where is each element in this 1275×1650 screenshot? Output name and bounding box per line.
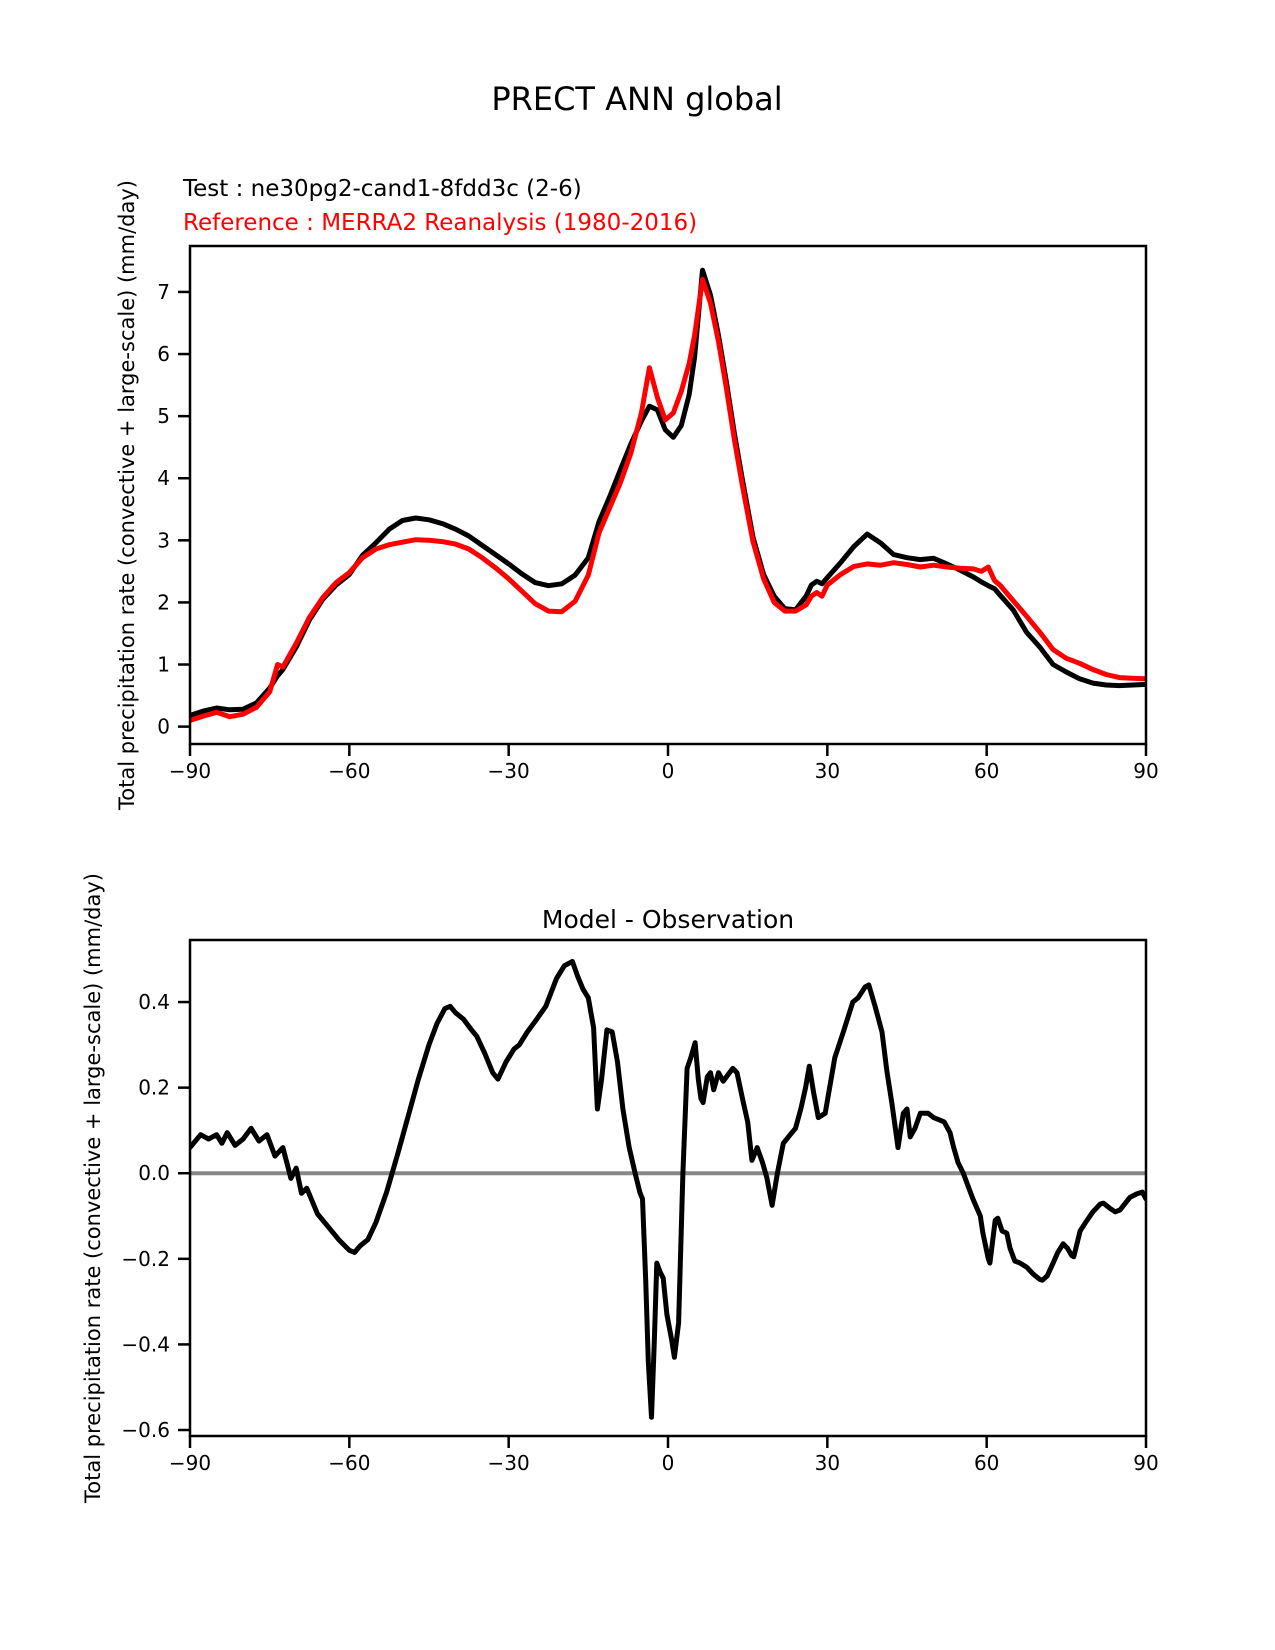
y-tick-label: −0.2: [121, 1246, 170, 1271]
curve-test: [190, 270, 1146, 715]
x-tick-label: 30: [814, 1451, 841, 1475]
top-plot-series-layer: [190, 270, 1146, 720]
bottom-plot-title: Model - Observation: [541, 905, 795, 934]
axes-layers: [121, 246, 1158, 1475]
x-tick-label: 90: [1133, 759, 1159, 783]
x-tick-label: −90: [168, 759, 212, 783]
y-tick-label: 0.2: [138, 1075, 170, 1100]
curve-difference: [190, 961, 1146, 1417]
y-tick-label: 0.4: [138, 990, 170, 1015]
y-tick-label: 3: [157, 528, 170, 553]
x-tick-label: −90: [168, 1451, 212, 1475]
bottom-plot-ylabel: Total precipitation rate (convective + large-scale) (mm/day): [81, 873, 105, 1503]
x-tick-label: 0: [661, 759, 675, 783]
y-tick-label: −0.4: [121, 1332, 170, 1357]
bottom-plot-y-ticks: [121, 990, 190, 1442]
top-plot-frame: [190, 246, 1146, 744]
figure-title: PRECT ANN global: [491, 80, 783, 118]
y-tick-label: 1: [157, 652, 170, 677]
x-tick-label: 60: [973, 759, 1000, 783]
y-tick-label: 4: [157, 466, 170, 491]
top-plot-x-ticks: [169, 744, 1159, 783]
y-tick-label: 2: [157, 590, 170, 615]
top-plot-y-ticks: [157, 280, 190, 739]
y-tick-label: −0.6: [121, 1418, 170, 1443]
x-tick-label: −30: [487, 1451, 530, 1475]
y-tick-label: 0.0: [138, 1161, 170, 1186]
top-plot: [157, 246, 1158, 783]
x-tick-label: −30: [487, 759, 530, 783]
x-tick-label: 60: [973, 1451, 1000, 1475]
bottom-plot-series-layer: [190, 961, 1146, 1417]
y-tick-label: 7: [157, 279, 170, 304]
top-plot-ylabel: Total precipitation rate (convective + large-scale) (mm/day): [115, 180, 139, 810]
bottom-plot-frame: [190, 940, 1146, 1436]
bottom-plot-x-ticks: [169, 1436, 1159, 1475]
x-tick-label: −60: [328, 1451, 371, 1475]
legend-test-label: Test : ne30pg2-cand1-8fdd3c (2-6): [183, 176, 582, 202]
bottom-plot: [121, 940, 1158, 1475]
y-tick-label: 0: [157, 714, 170, 739]
x-tick-label: 30: [814, 759, 841, 783]
x-tick-label: 0: [661, 1451, 675, 1475]
y-tick-label: 5: [157, 404, 170, 429]
y-tick-label: 6: [157, 342, 170, 367]
legend-reference-label: Reference : MERRA2 Reanalysis (1980-2016): [183, 210, 698, 236]
x-tick-label: −60: [328, 759, 371, 783]
x-tick-label: 90: [1133, 1451, 1159, 1475]
curve-reference: [190, 280, 1146, 721]
